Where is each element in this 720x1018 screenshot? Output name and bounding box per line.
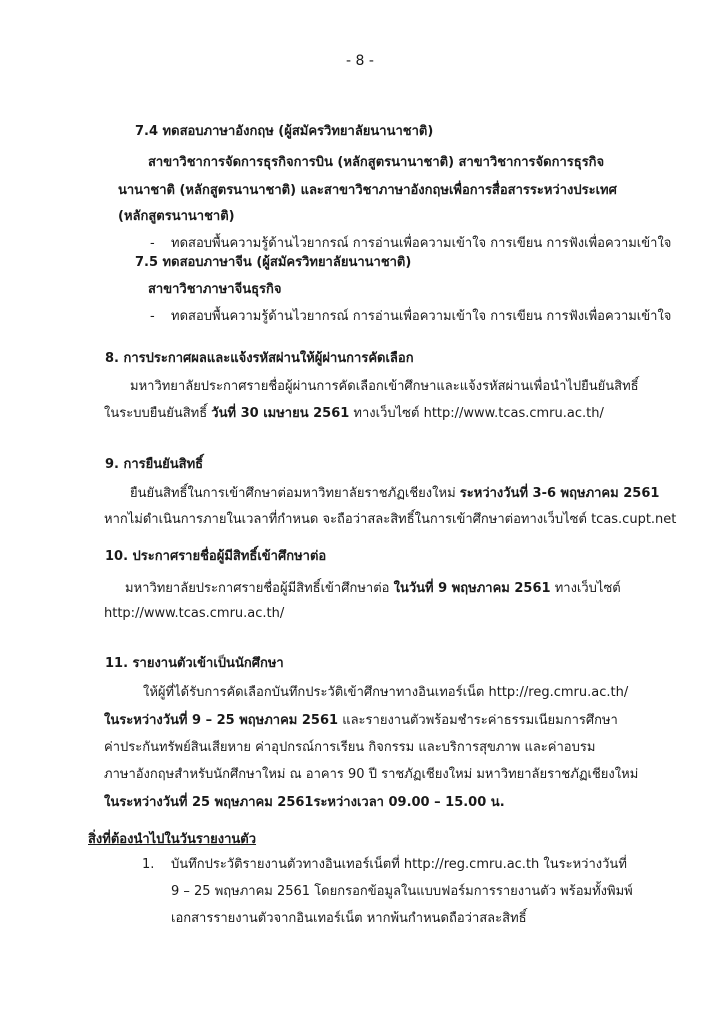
section-9-line-2: หากไม่ดำเนินการภายในเวลาที่กำหนด จะถือว่าสละสิทธิ์ในการเข้าศึกษาต่อทางเว็บไซต์ tcas.cupt.net xyxy=(104,512,677,527)
section-8-title: 8. การประกาศผลและแจ้งรหัสผ่านให้ผู้ผ่านการคัดเลือก xyxy=(105,351,414,366)
section-8-line-2: ในระบบยืนยันสิทธิ์ วันที่ 30 เมษายน 2561 ทางเว็บไซต์ http://www.tcas.cmru.ac.th/ xyxy=(104,406,604,421)
list-item-1-line-1: บันทึกประวัติรายงานตัวทางอินเทอร์เน็ตที่ http://reg.cmru.ac.th ในระหว่างวันที่ xyxy=(171,857,627,872)
list-item-number: 1. xyxy=(142,857,155,872)
section-9-title: 9. การยืนยันสิทธิ์ xyxy=(105,457,204,472)
section-7-5-bullet: ทดสอบพื้นความรู้ด้านไวยากรณ์ การอ่านเพื่อความเข้าใจ การเขียน การฟังเพื่อความเข้าใจ xyxy=(171,309,672,324)
list-item-1-line-3: เอกสารรายงานตัวจากอินเทอร์เน็ต หากพ้นกำหนดถือว่าสละสิทธิ์ xyxy=(171,911,527,926)
section-7-5-title: 7.5 ทดสอบภาษาจีน (ผู้สมัครวิทยาลัยนานาชาติ) xyxy=(135,255,412,270)
bullet-marker: - xyxy=(150,309,155,324)
section-7-5-body-line-1: สาขาวิชาภาษาจีนธุรกิจ xyxy=(148,282,282,297)
section-10-line-2: http://www.tcas.cmru.ac.th/ xyxy=(104,606,285,621)
section-7-4-body-line-3: (หลักสูตรนานาชาติ) xyxy=(118,209,235,224)
section-9-line-1: ยืนยันสิทธิ์ในการเข้าศึกษาต่อมหาวิทยาลัยราชภัฏเชียงใหม่ ระหว่างวันที่ 3-6 พฤษภาคม 2561 xyxy=(130,486,660,501)
section-11-line-3: ค่าประกันทรัพย์สินเสียหาย ค่าอุปกรณ์การเรียน กิจกรรม และบริการสุขภาพ และค่าอบรม xyxy=(104,740,596,755)
list-item-1-line-2: 9 – 25 พฤษภาคม 2561 โดยกรอกข้อมูลในแบบฟอร์มการรายงานตัว พร้อมทั้งพิมพ์ xyxy=(171,884,633,899)
section-7-4-bullet: ทดสอบพื้นความรู้ด้านไวยากรณ์ การอ่านเพื่อความเข้าใจ การเขียน การฟังเพื่อความเข้าใจ xyxy=(171,236,672,251)
section-11-title: 11. รายงานตัวเข้าเป็นนักศึกษา xyxy=(105,656,284,671)
section-7-4-body-line-1: สาขาวิชาการจัดการธุรกิจการบิน (หลักสูตรนานาชาติ) สาขาวิชาการจัดการธุรกิจ xyxy=(148,155,605,170)
section-11-line-2: ในระหว่างวันที่ 9 – 25 พฤษภาคม 2561 และรายงานตัวพร้อมชำระค่าธรรมเนียมการศึกษา xyxy=(104,713,618,728)
items-to-bring-title: สิ่งที่ต้องนำไปในวันรายงานตัว xyxy=(88,832,257,847)
section-11-line-5: ในระหว่างวันที่ 25 พฤษภาคม 2561ระหว่างเวลา 09.00 – 15.00 น. xyxy=(104,795,505,810)
section-10-line-1: มหาวิทยาลัยประกาศรายชื่อผู้มีสิทธิ์เข้าศึกษาต่อ ในวันที่ 9 พฤษภาคม 2561 ทางเว็บไซต์ xyxy=(125,581,621,596)
page-number: - 8 - xyxy=(346,53,374,69)
section-7-4-body-line-2: นานาชาติ (หลักสูตรนานาชาติ) และสาขาวิชาภาษาอังกฤษเพื่อการสื่อสารระหว่างประเทศ xyxy=(118,183,617,198)
section-11-line-4: ภาษาอังกฤษสำหรับนักศึกษาใหม่ ณ อาคาร 90 ปี ราชภัฏเชียงใหม่ มหาวิทยาลัยราชภัฏเชียงใหม่ xyxy=(104,767,639,782)
section-7-4-title: 7.4 ทดสอบภาษาอังกฤษ (ผู้สมัครวิทยาลัยนานาชาติ) xyxy=(135,124,434,139)
section-11-line-1: ให้ผู้ที่ได้รับการคัดเลือกบันทึกประวัติเข้าศึกษาทางอินเทอร์เน็ต http://reg.cmru.ac.th/ xyxy=(143,685,629,700)
section-10-title: 10. ประกาศรายชื่อผู้มีสิทธิ์เข้าศึกษาต่อ xyxy=(105,549,327,564)
bullet-marker: - xyxy=(150,236,155,251)
section-8-line-1: มหาวิทยาลัยประกาศรายชื่อผู้ผ่านการคัดเลือกเข้าศึกษาและแจ้งรหัสผ่านเพื่อนำไปยืนยันสิทธิ์ xyxy=(130,379,639,394)
